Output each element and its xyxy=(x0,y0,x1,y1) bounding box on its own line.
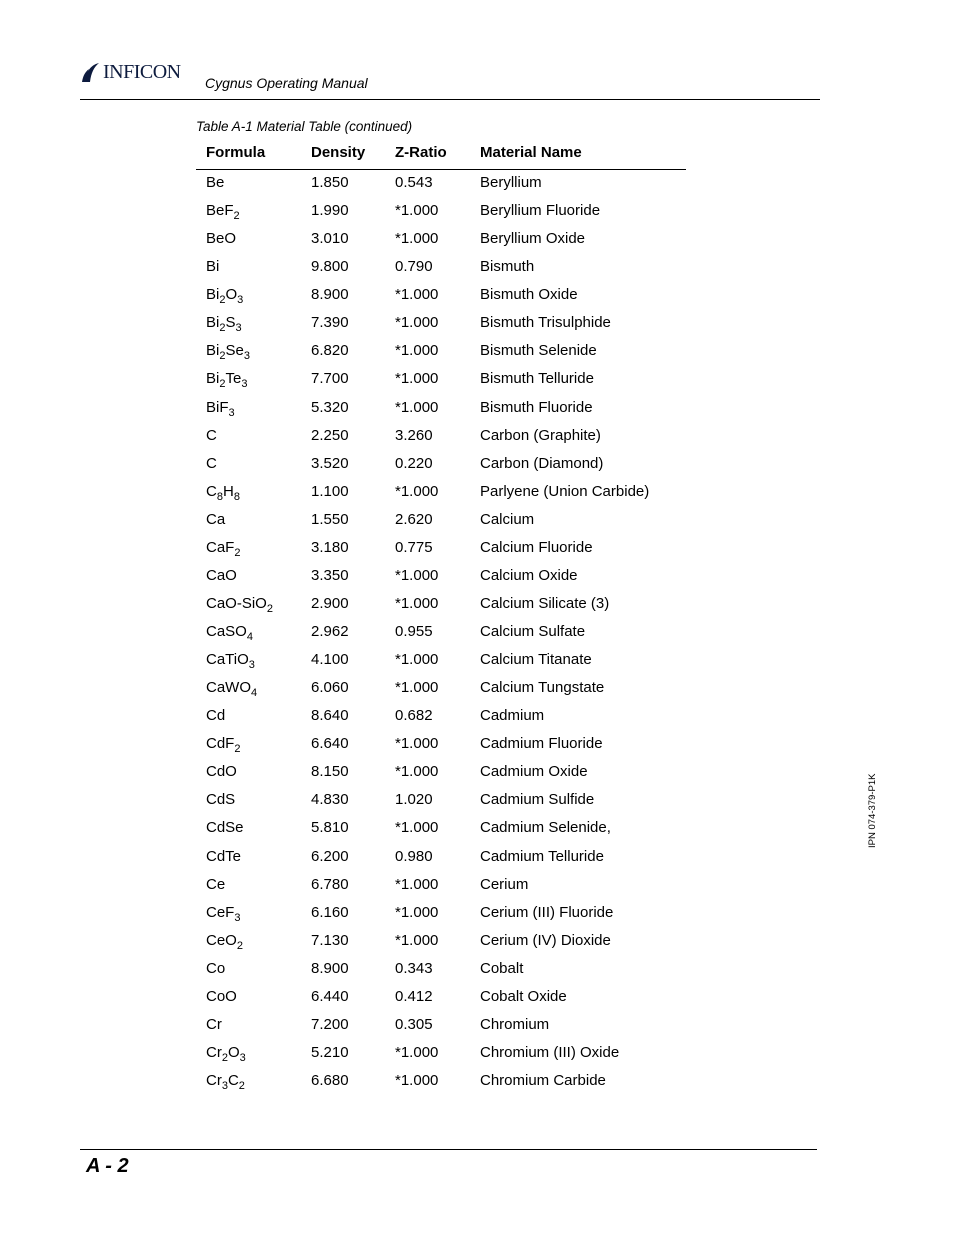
material-name-cell: Cobalt xyxy=(480,959,524,977)
material-name-cell: Bismuth Fluoride xyxy=(480,398,593,416)
density-cell: 5.210 xyxy=(311,1043,349,1061)
table-row xyxy=(196,900,686,928)
z-ratio-cell: *1.000 xyxy=(395,370,439,388)
table-row xyxy=(196,507,686,535)
table-row xyxy=(196,535,686,563)
table-row xyxy=(196,338,686,366)
formula-cell: Co xyxy=(206,959,226,977)
density-cell: 7.700 xyxy=(311,370,349,388)
column-header-density: Density xyxy=(311,144,366,161)
page-number: A - 2 xyxy=(86,1155,129,1177)
formula-cell: BeF$_2$ xyxy=(206,202,240,223)
table-row xyxy=(196,254,686,282)
formula-cell: CaO xyxy=(206,566,237,584)
table-row xyxy=(196,591,686,619)
material-name-cell: Cadmium xyxy=(480,707,545,725)
density-cell: 6.160 xyxy=(311,903,349,921)
formula-cell: CdS xyxy=(206,791,236,809)
table-row xyxy=(196,423,686,451)
density-cell: 6.820 xyxy=(311,342,349,360)
density-cell: 2.962 xyxy=(311,623,349,640)
density-cell: 7.390 xyxy=(311,314,349,332)
table-row xyxy=(196,647,686,675)
density-cell: 2.250 xyxy=(311,426,349,444)
z-ratio-cell: *1.000 xyxy=(395,314,439,332)
table-row xyxy=(196,815,686,843)
table-row xyxy=(196,928,686,956)
density-cell: 1.550 xyxy=(311,510,349,528)
density-cell: 1.100 xyxy=(311,482,349,500)
formula-cell: CaF$_2$ xyxy=(206,538,241,559)
table-row xyxy=(196,395,686,423)
material-name-cell: Chromium xyxy=(480,1015,550,1033)
z-ratio-cell: *1.000 xyxy=(395,875,439,893)
formula-cell: $Bi_2Te_3$ xyxy=(206,370,248,391)
z-ratio-cell: *1.000 xyxy=(395,566,439,584)
z-ratio-cell: *1.000 xyxy=(395,651,439,669)
z-ratio-cell: 0.955 xyxy=(395,623,433,640)
table-row xyxy=(196,619,686,647)
formula-cell: Ce xyxy=(206,875,226,893)
table-row xyxy=(196,759,686,787)
z-ratio-cell: *1.000 xyxy=(395,931,439,949)
table-row xyxy=(196,282,686,310)
table-row xyxy=(196,984,686,1012)
density-cell: 5.320 xyxy=(311,398,349,416)
z-ratio-cell: *1.000 xyxy=(395,342,439,360)
formula-cell: $Cr_3C_2$ xyxy=(206,1072,245,1092)
z-ratio-cell: *1.000 xyxy=(395,819,439,837)
formula-cell: CdF$_2$ xyxy=(206,735,241,756)
z-ratio-cell: *1.000 xyxy=(395,398,439,416)
z-ratio-cell: 0.343 xyxy=(395,959,433,977)
formula-cell: CdSe xyxy=(206,819,244,837)
formula-cell: CaWO$_4$ xyxy=(206,679,258,700)
formula-cell: CaO-SiO$_2$ xyxy=(206,594,273,615)
header-divider xyxy=(80,99,820,100)
formula-cell: CdTe xyxy=(206,847,242,865)
z-ratio-cell: 0.980 xyxy=(395,847,433,865)
formula-cell: BeO xyxy=(206,230,237,248)
material-name-cell: Beryllium Oxide xyxy=(480,230,586,248)
inficon-logo xyxy=(81,60,181,84)
density-cell: 3.520 xyxy=(311,454,349,472)
density-cell: 8.150 xyxy=(311,763,349,781)
material-name-cell: Cadmium Sulfide xyxy=(480,791,595,809)
density-cell: 9.800 xyxy=(311,258,349,276)
table-body xyxy=(196,170,686,1096)
material-name-cell: Cadmium Selenide, xyxy=(480,819,611,837)
density-cell: 6.640 xyxy=(311,735,349,753)
table-row xyxy=(196,479,686,507)
material-name-cell: Calcium Sulfate xyxy=(480,623,586,640)
z-ratio-cell: 0.775 xyxy=(395,538,433,556)
table-row xyxy=(196,170,686,198)
z-ratio-cell: 0.305 xyxy=(395,1015,433,1033)
material-name-cell: Cadmium Fluoride xyxy=(480,735,603,753)
table-row xyxy=(196,675,686,703)
formula-cell: C xyxy=(206,426,217,444)
z-ratio-cell: 3.260 xyxy=(395,426,433,444)
z-ratio-cell: 0.682 xyxy=(395,707,433,725)
formula-cell: Bi xyxy=(206,258,220,276)
z-ratio-cell: 1.020 xyxy=(395,791,433,809)
table-row xyxy=(196,1068,686,1096)
z-ratio-cell: *1.000 xyxy=(395,1072,439,1089)
table-row xyxy=(196,451,686,479)
density-cell: 6.440 xyxy=(311,987,349,1005)
material-name-cell: Calcium Tungstate xyxy=(480,679,605,697)
formula-cell: CdO xyxy=(206,763,237,781)
formula-cell: $Bi_2O_3$ xyxy=(206,286,244,307)
table-row xyxy=(196,844,686,872)
formula-cell: $C_8H_8$ xyxy=(206,482,240,503)
formula-cell: Cd xyxy=(206,707,226,725)
z-ratio-cell: *1.000 xyxy=(395,594,439,612)
density-cell: 8.640 xyxy=(311,707,349,725)
formula-cell: CoO xyxy=(206,987,237,1005)
inficon-swirl-icon xyxy=(81,61,101,83)
footer-divider xyxy=(80,1149,817,1150)
formula-cell: $Bi_2S_3$ xyxy=(206,314,242,335)
formula-cell: CeF$_3$ xyxy=(206,903,241,924)
material-name-cell: Chromium Carbide xyxy=(480,1072,606,1089)
table-row xyxy=(196,956,686,984)
formula-cell: CaTiO$_3$ xyxy=(206,651,255,672)
density-cell: 3.180 xyxy=(311,538,349,556)
z-ratio-cell: *1.000 xyxy=(395,1043,439,1061)
table-caption: Table A-1 Material Table (continued) xyxy=(196,119,413,134)
formula-cell: Ca xyxy=(206,510,226,528)
z-ratio-cell: 0.412 xyxy=(395,987,433,1005)
table-row xyxy=(196,226,686,254)
material-name-cell: Cadmium Oxide xyxy=(480,763,588,781)
density-cell: 4.100 xyxy=(311,651,349,669)
formula-cell: CaSO$_4$ xyxy=(206,623,253,643)
density-cell: 4.830 xyxy=(311,791,349,809)
column-header-material-name: Material Name xyxy=(480,144,582,161)
column-header-z-ratio: Z-Ratio xyxy=(395,144,447,161)
density-cell: 1.850 xyxy=(311,174,349,191)
density-cell: 6.780 xyxy=(311,875,349,893)
material-name-cell: Cerium (III) Fluoride xyxy=(480,903,614,921)
formula-cell: CeO$_2$ xyxy=(206,931,243,952)
material-name-cell: Calcium Titanate xyxy=(480,651,592,669)
density-cell: 2.900 xyxy=(311,594,349,612)
density-cell: 6.060 xyxy=(311,679,349,697)
z-ratio-cell: *1.000 xyxy=(395,286,439,304)
z-ratio-cell: *1.000 xyxy=(395,679,439,697)
table-row xyxy=(196,366,686,394)
density-cell: 3.350 xyxy=(311,566,349,584)
manual-title: Cygnus Operating Manual xyxy=(205,75,368,91)
table-row xyxy=(196,1012,686,1040)
material-name-cell: Chromium (III) Oxide xyxy=(480,1043,620,1061)
z-ratio-cell: *1.000 xyxy=(395,482,439,500)
density-cell: 7.130 xyxy=(311,931,349,949)
material-name-cell: Cerium xyxy=(480,875,529,893)
formula-cell: Cr xyxy=(206,1015,222,1033)
table-row xyxy=(196,731,686,759)
material-name-cell: Calcium xyxy=(480,510,535,528)
column-header-formula: Formula xyxy=(206,144,266,161)
density-cell: 6.680 xyxy=(311,1072,349,1089)
density-cell: 8.900 xyxy=(311,959,349,977)
density-cell: 1.990 xyxy=(311,202,349,220)
material-name-cell: Carbon (Diamond) xyxy=(480,454,604,472)
z-ratio-cell: 0.543 xyxy=(395,174,433,191)
table-row xyxy=(196,310,686,338)
material-name-cell: Beryllium xyxy=(480,174,542,191)
table-row xyxy=(196,872,686,900)
table-row xyxy=(196,787,686,815)
density-cell: 6.200 xyxy=(311,847,349,865)
material-name-cell: Cerium (IV) Dioxide xyxy=(480,931,611,949)
formula-cell: C xyxy=(206,454,217,472)
side-ipn-label: IPN 074-379-P1K xyxy=(867,773,878,848)
z-ratio-cell: *1.000 xyxy=(395,230,439,248)
density-cell: 5.810 xyxy=(311,819,349,837)
material-name-cell: Beryllium Fluoride xyxy=(480,202,601,220)
formula-cell: Be xyxy=(206,174,225,191)
z-ratio-cell: *1.000 xyxy=(395,735,439,753)
z-ratio-cell: *1.000 xyxy=(395,903,439,921)
material-name-cell: Calcium Fluoride xyxy=(480,538,593,556)
material-name-cell: Calcium Silicate (3) xyxy=(480,594,610,612)
table-row xyxy=(196,703,686,731)
density-cell: 3.010 xyxy=(311,230,349,248)
material-name-cell: Calcium Oxide xyxy=(480,566,578,584)
z-ratio-cell: *1.000 xyxy=(395,202,439,220)
material-table xyxy=(196,138,686,1096)
material-name-cell: Cobalt Oxide xyxy=(480,987,567,1005)
z-ratio-cell: 0.790 xyxy=(395,258,433,276)
z-ratio-cell: 0.220 xyxy=(395,454,433,472)
z-ratio-cell: *1.000 xyxy=(395,763,439,781)
formula-cell: $Cr_2O_3$ xyxy=(206,1043,246,1064)
z-ratio-cell: 2.620 xyxy=(395,510,433,528)
density-cell: 7.200 xyxy=(311,1015,349,1033)
table-row xyxy=(196,563,686,591)
table-row xyxy=(196,198,686,226)
material-name-cell: Carbon (Graphite) xyxy=(480,426,601,444)
material-name-cell: Bismuth Trisulphide xyxy=(480,314,611,332)
density-cell: 8.900 xyxy=(311,286,349,304)
formula-cell: BiF$_3$ xyxy=(206,398,235,419)
table-header xyxy=(196,138,686,170)
material-name-cell: Cadmium Telluride xyxy=(480,847,604,865)
table-row xyxy=(196,1040,686,1068)
material-name-cell: Bismuth Oxide xyxy=(480,286,578,304)
material-name-cell: Bismuth xyxy=(480,258,535,276)
material-name-cell: Bismuth Selenide xyxy=(480,342,597,360)
formula-cell: $Bi_2Se_3$ xyxy=(206,342,250,363)
material-name-cell: Bismuth Telluride xyxy=(480,370,594,388)
material-name-cell: Parlyene (Union Carbide) xyxy=(480,482,650,500)
brand-name: INFICON xyxy=(103,61,181,83)
